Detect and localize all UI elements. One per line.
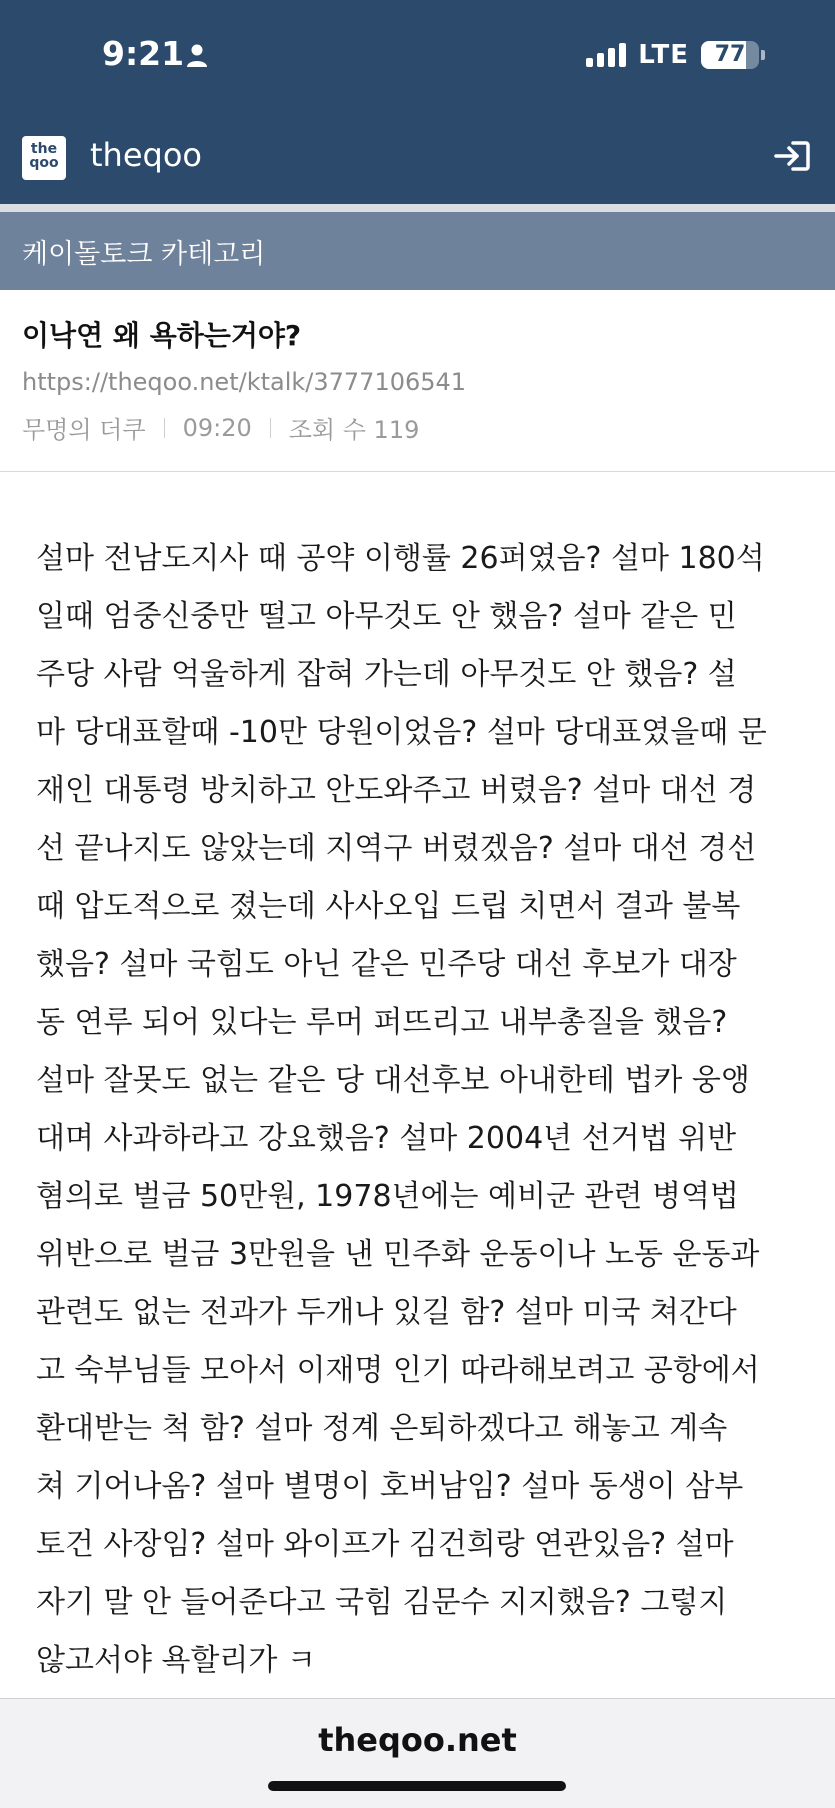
post-title: 이낙연 왜 욕하는거야? <box>22 319 302 352</box>
battery-percent: 77 <box>714 42 746 67</box>
battery-cap <box>761 50 765 60</box>
body-line: 재인 대통령 방치하고 안도와주고 버렸음? 설마 대선 경 <box>36 773 757 808</box>
body-line: 쳐 기어나옴? 설마 별명이 호버남임? 설마 동생이 삼부 <box>36 1469 744 1504</box>
address-domain[interactable]: theqoo.net <box>318 1721 517 1759</box>
body-line: 관련도 없는 전과가 두개나 있길 함? 설마 미국 쳐간다 <box>36 1295 737 1330</box>
signal-icon <box>586 43 626 67</box>
body-line: 마 당대표할때 -10만 당원이었음? 설마 당대표였을때 문 <box>36 715 767 750</box>
body-line: 혐의로 벌금 50만원, 1978년에는 예비군 관련 병역법 <box>36 1179 739 1214</box>
body-line: 설마 전남도지사 때 공약 이행률 26퍼였음? 설마 180석 <box>36 541 765 576</box>
brand-name[interactable]: theqoo <box>90 136 202 174</box>
body-line: 설마 잘못도 없는 같은 당 대선후보 아내한테 법카 웅앵 <box>36 1063 750 1098</box>
home-indicator[interactable] <box>268 1781 566 1791</box>
post-author: 무명의 더쿠 <box>22 416 146 444</box>
meta-separator <box>164 418 165 438</box>
logo-text-bottom: qoo <box>29 155 59 171</box>
body-line: 주당 사람 억울하게 잡혀 가는데 아무것도 안 했음? 설 <box>36 657 737 692</box>
category-label[interactable]: 케이돌토크 카테고리 <box>22 239 266 270</box>
body-line: 일때 엄중신중만 떨고 아무것도 안 했음? 설마 같은 민 <box>36 599 737 634</box>
body-line: 했음? 설마 국힘도 아닌 같은 민주당 대선 후보가 대장 <box>36 947 737 982</box>
body-line: 환대받는 척 함? 설마 정계 은퇴하겠다고 해놓고 계속 <box>36 1411 728 1446</box>
person-icon <box>186 44 208 72</box>
body-line: 자기 말 안 들어준다고 국힘 김문수 지지했음? 그렇지 <box>36 1585 728 1620</box>
browser-bottom-bar <box>0 1698 835 1808</box>
top-bar <box>0 0 835 204</box>
divider <box>0 204 835 212</box>
body-line: 않고서야 욕할리가 ㅋ <box>36 1643 316 1678</box>
body-line: 선 끝나지도 않았는데 지역구 버렸겠음? 설마 대선 경선 <box>36 831 757 866</box>
battery-icon <box>701 41 759 69</box>
body-line: 동 연루 되어 있다는 루머 퍼뜨리고 내부총질을 했음? <box>36 1005 728 1040</box>
meta-separator <box>270 418 271 438</box>
body-line: 대며 사과하라고 강요했음? 설마 2004년 선거법 위반 <box>36 1121 737 1156</box>
body-line: 토건 사장임? 설마 와이프가 김건희랑 연관있음? 설마 <box>36 1527 734 1562</box>
login-icon[interactable] <box>773 140 811 176</box>
body-line: 고 숙부님들 모아서 이재명 인기 따라해보려고 공항에서 <box>36 1353 760 1388</box>
category-bar[interactable] <box>0 212 835 290</box>
logo-text-top: the <box>30 141 58 157</box>
post-views: 조회 수 119 <box>288 416 420 444</box>
site-logo[interactable] <box>22 136 66 180</box>
body-line: 때 압도적으로 졌는데 사사오입 드립 치면서 결과 불복 <box>36 889 741 924</box>
post-url[interactable]: https://theqoo.net/ktalk/3777106541 <box>22 368 467 396</box>
status-time: 9:21 <box>102 34 185 73</box>
status-indicators <box>586 40 765 70</box>
post-time: 09:20 <box>182 413 252 442</box>
post-body <box>36 530 806 1690</box>
body-line: 위반으로 벌금 3만원을 낸 민주화 운동이나 노동 운동과 <box>36 1237 760 1272</box>
network-label: LTE <box>638 40 689 70</box>
post-header <box>0 290 835 472</box>
post-meta <box>22 410 419 445</box>
